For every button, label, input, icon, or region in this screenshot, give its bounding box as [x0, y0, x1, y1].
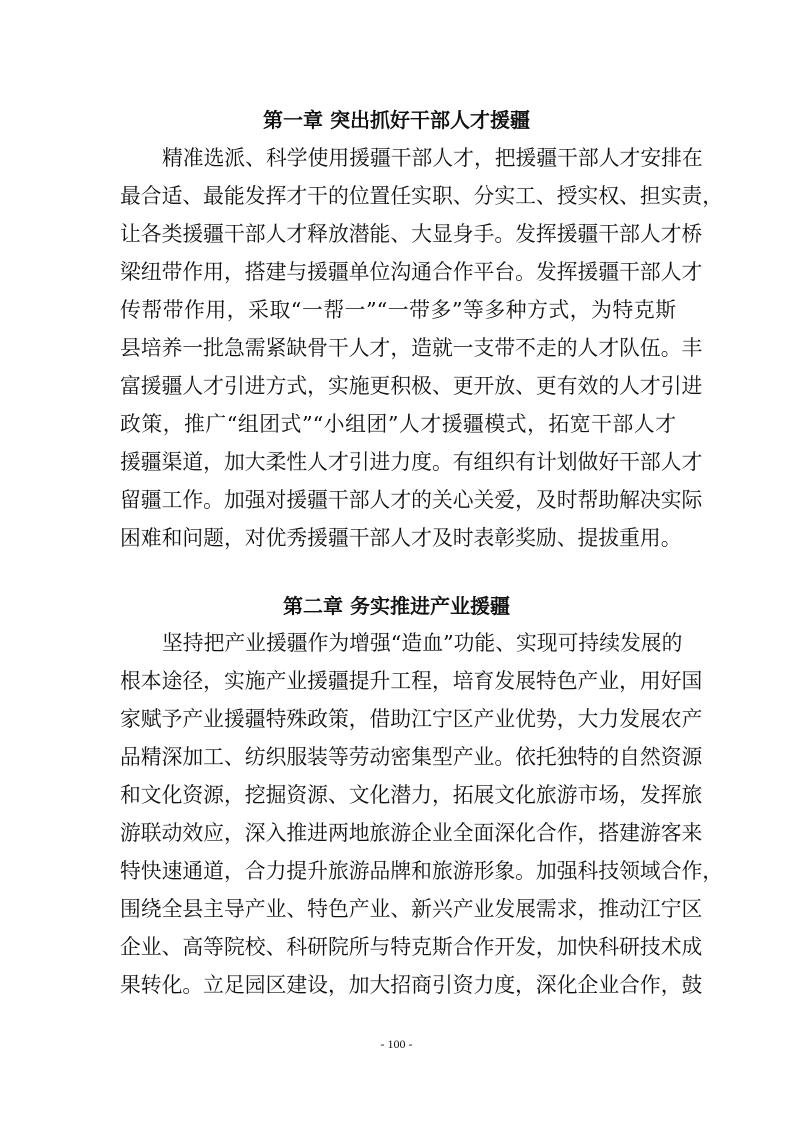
- paragraph-line: 援疆渠道，加大柔性人才引进力度。有组织有计划做好干部人才: [120, 450, 703, 474]
- paragraph-line: 梁纽带作用，搭建与援疆单位沟通合作平台。发挥援疆干部人才: [120, 260, 703, 284]
- paragraph-line: 精准选派、科学使用援疆干部人才，把援疆干部人才安排在: [162, 146, 703, 170]
- paragraph-line: 留疆工作。加强对援疆干部人才的关心关爱，及时帮助解决实际: [120, 488, 703, 512]
- paragraph-line: 品精深加工、纺织服装等劳动密集型产业。依托独特的自然资源: [120, 745, 703, 769]
- paragraph-line: 县培养一批急需紧缺骨干人才，造就一支带不走的人才队伍。丰: [120, 336, 703, 360]
- chapter-2-title: 第二章 务实推进产业援疆: [283, 594, 510, 618]
- paragraph-line: 特快速通道，合力提升旅游品牌和旅游形象。加强科技领域合作，: [120, 859, 724, 883]
- paragraph-line: 围绕全县主导产业、特色产业、新兴产业发展需求，推动江宁区: [120, 897, 703, 921]
- paragraph-line: 家赋予产业援疆特殊政策，借助江宁区产业优势，大力发展农产: [120, 707, 703, 731]
- paragraph-line: 果转化。立足园区建设，加大招商引资力度，深化企业合作，鼓: [120, 973, 703, 997]
- paragraph-line: 困难和问题，对优秀援疆干部人才及时表彰奖励、提拔重用。: [120, 526, 682, 550]
- paragraph-line: 坚持把产业援疆作为增强“造血”功能、实现可持续发展的: [162, 631, 683, 655]
- paragraph-line: 根本途径，实施产业援疆提升工程，培育发展特色产业，用好国: [120, 669, 703, 693]
- paragraph-line: 企业、高等院校、科研院所与特克斯合作开发，加快科研技术成: [120, 935, 703, 959]
- paragraph-line: 最合适、最能发挥才干的位置任实职、分实工、授实权、担实责，: [120, 184, 724, 208]
- paragraph-line: 让各类援疆干部人才释放潜能、大显身手。发挥援疆干部人才桥: [120, 222, 703, 246]
- paragraph-line: 传帮带作用，采取“一帮一”“一带多”等多种方式，为特克斯: [120, 298, 676, 322]
- page-number: - 100 -: [380, 1037, 413, 1051]
- paragraph-line: 政策，推广“组团式”“小组团”人才援疆模式，拓宽干部人才: [120, 412, 676, 436]
- chapter-1-title: 第一章 突出抓好干部人才援疆: [263, 108, 530, 132]
- paragraph-line: 游联动效应，深入推进两地旅游企业全面深化合作，搭建游客来: [120, 821, 703, 845]
- paragraph-line: 富援疆人才引进方式，实施更积极、更开放、更有效的人才引进: [120, 374, 703, 398]
- paragraph-line: 和文化资源，挖掘资源、文化潜力，拓展文化旅游市场，发挥旅: [120, 783, 703, 807]
